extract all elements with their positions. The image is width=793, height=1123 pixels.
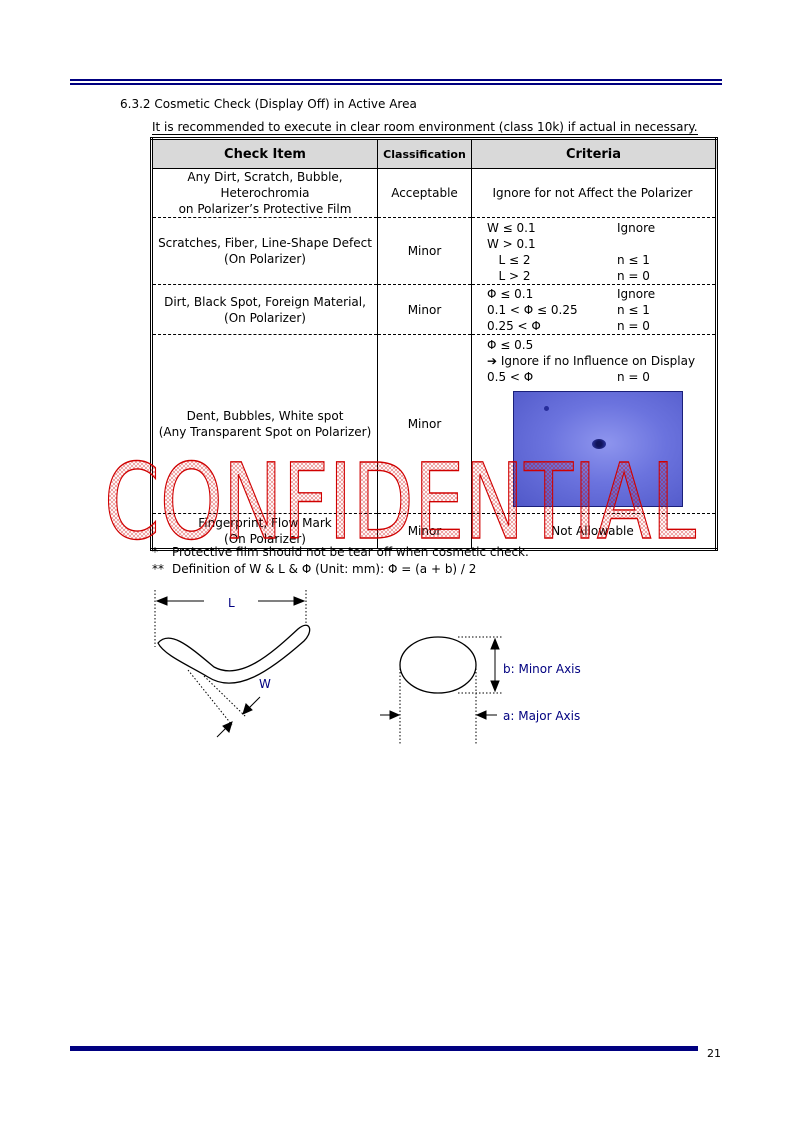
criteria-condition: L ≤ 2 [487,253,531,267]
criteria-line [487,318,713,334]
criteria-line [487,252,713,268]
defect-sample-photo [513,391,683,507]
footnote [152,561,529,578]
footnote-mark: * [152,545,158,559]
check-item-cell [152,335,378,514]
check-item-line: (Any Transparent Spot on Polarizer) [158,425,372,439]
check-item-line: Heterochromia [220,186,310,200]
criteria-condition: L > 2 [487,269,531,283]
check-item-line: Any Dirt, Scratch, Bubble, [187,170,343,184]
footnote [152,544,529,561]
criteria-line [487,268,713,284]
criteria-result: n = 0 [617,370,650,384]
criteria-line: Φ ≤ 0.5 [487,338,534,352]
header-rule-1 [70,79,722,81]
criteria-cell [472,285,717,335]
arrowhead [243,704,252,714]
criteria-result: Ignore [617,221,656,235]
criteria-condition: 0.1 < Φ ≤ 0.25 [487,303,578,317]
check-item-line: Dirt, Black Spot, Foreign Material, [164,294,366,309]
criteria-line [487,220,713,236]
classification-cell: Minor [378,218,472,285]
table-row [152,285,717,335]
check-item-line: (On Polarizer) [224,252,306,266]
criteria-condition: 0.25 < Φ [487,319,541,333]
criteria-line [487,369,713,385]
photo-dent-spot [592,439,606,449]
criteria-condition: W ≤ 0.1 [487,221,536,235]
arrowhead [390,711,399,719]
label-w: W [259,677,271,691]
table-row [152,218,717,285]
page-number: 21 [707,1047,721,1060]
footer-rule [70,1046,698,1051]
criteria-result: n ≤ 1 [617,303,650,317]
boomerang-defect-shape [158,625,310,683]
ellipse-defect-shape [400,637,476,693]
section-title: 6.3.2 Cosmetic Check (Display Off) in Active Area [120,97,417,111]
footnote-text: Protective film should not be tear off when cosmetic check. [172,545,529,559]
criteria-cell [472,335,717,514]
classification-cell: Minor [378,335,472,514]
check-item-line: Fingerprint, Flow Mark [198,516,332,530]
check-item-cell [152,218,378,285]
dimension-diagram [140,585,600,745]
arrowhead [157,597,167,605]
criteria-line: ➔ Ignore if no Influence on Display [487,354,696,368]
footnote-mark: ** [152,562,164,576]
criteria-line [487,302,713,318]
photo-spot [544,406,549,411]
arrowhead [223,722,232,732]
arrowhead [477,711,486,719]
label-minor-axis: b: Minor Axis [503,662,581,676]
criteria-line [487,286,713,302]
classification-cell: Acceptable [378,169,472,218]
check-item-line: (On Polarizer) [224,310,306,325]
check-item-line: on Polarizer’s Protective Film [178,202,352,216]
criteria-cell: Ignore for not Affect the Polarizer [472,169,717,218]
header-rule-2 [70,83,722,85]
arrowhead [491,681,499,691]
check-item-cell [152,285,378,335]
criteria-result: n = 0 [617,319,650,333]
criteria-result: n = 0 [617,269,650,283]
criteria-result: n ≤ 1 [617,253,650,267]
classification-cell: Minor [378,514,472,550]
table-row [152,169,717,218]
check-item-line: Scratches, Fiber, Line-Shape Defect [158,236,372,250]
intro-note [152,120,698,134]
check-item-line: (On Polarizer) [224,532,306,546]
check-item-cell [152,169,378,218]
table-header-row [152,139,717,169]
criteria-cell [472,218,717,285]
criteria-condition: 0.5 < Φ [487,370,534,384]
criteria-result: Ignore [617,287,656,301]
label-l: L [228,596,235,610]
arrowhead [294,597,304,605]
criteria-condition: W > 0.1 [487,237,536,251]
label-major-axis: a: Major Axis [503,709,581,723]
header-classification: Classification [378,139,472,169]
footnotes [152,544,529,578]
cosmetic-check-table [150,137,718,551]
intro-text: It is recommended to execute in clear room environment (class 10k) if actual in necessary. [152,120,698,134]
criteria-line [487,236,713,252]
criteria-cell: Not Allowable [472,514,717,550]
table-row [152,335,717,514]
header-check-item: Check Item [152,139,378,169]
criteria-condition: Φ ≤ 0.1 [487,287,534,301]
svg-text:CONFIDENTIAL: CONFIDENTIAL [104,450,697,550]
check-item-line: Dent, Bubbles, White spot [186,409,344,423]
header-criteria: Criteria [472,139,717,169]
footnote-text: Definition of W & L & Φ (Unit: mm): Φ = (a + b) / 2 [172,562,477,576]
arrowhead [491,639,499,649]
classification-cell: Minor [378,285,472,335]
